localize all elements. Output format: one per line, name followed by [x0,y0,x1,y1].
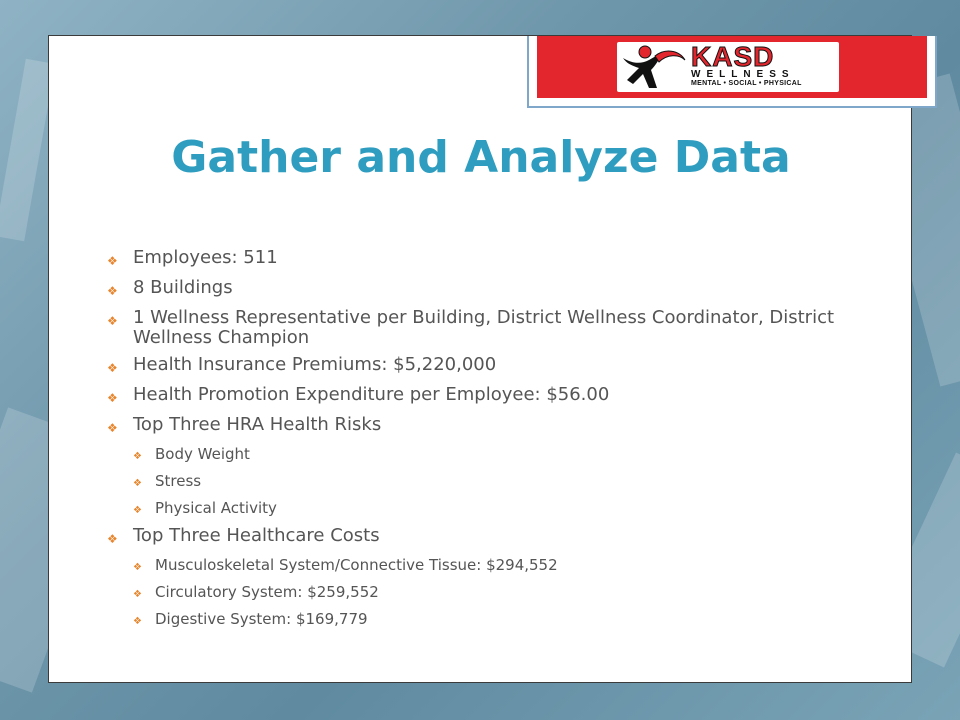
sub-bullet-item [107,610,867,631]
bullet-diamond-icon: ❖ [133,451,142,462]
bullet-diamond-icon: ❖ [133,562,142,573]
bullet-diamond-icon: ❖ [133,478,142,489]
bullet-diamond-icon: ❖ [107,532,118,546]
sub-bullet-item [107,556,867,577]
bullet-diamond-icon: ❖ [107,361,118,375]
sub-bullet-item [107,445,867,466]
bullet-text: Stress [155,472,202,490]
bullet-item [107,355,867,378]
bullet-diamond-icon: ❖ [107,391,118,405]
bullet-diamond-icon: ❖ [133,505,142,516]
bullet-diamond-icon: ❖ [133,589,142,600]
slide-title: Gather and Analyze Data [171,132,791,183]
sub-bullet-item [107,583,867,604]
sub-bullet-item [107,472,867,493]
bullet-diamond-icon: ❖ [107,421,118,435]
bullet-diamond-icon: ❖ [107,314,118,328]
logo-frame [527,36,937,108]
bullet-item [107,415,867,438]
logo-tagline-text: MENTAL • SOCIAL • PHYSICAL [691,80,802,87]
person-figure-icon [619,44,689,90]
bullet-diamond-icon: ❖ [133,616,142,627]
bullet-diamond-icon: ❖ [107,284,118,298]
bullet-text: Physical Activity [155,499,277,517]
bullet-text: Health Insurance Premiums: $5,220,000 [133,354,497,375]
bullet-text: 8 Buildings [133,277,233,298]
bullet-item [107,278,867,301]
bullet-text: Health Promotion Expenditure per Employee: $56.00 [133,384,610,405]
bullet-item [107,385,867,408]
bullet-item [107,526,867,549]
logo-brand-text: KASD [691,41,775,72]
bullet-text: Musculoskeletal System/Connective Tissue: $294,552 [155,556,558,574]
logo-subtitle-text: WELLNESS [691,69,795,80]
bullet-text: 1 Wellness Representative per Building, District Wellness Coordinator, District Wellness Champion [133,307,835,348]
bullet-item [107,308,867,348]
bullet-text: Employees: 511 [133,247,278,268]
sub-bullet-item [107,499,867,520]
slide-canvas [48,35,912,683]
bullet-item [107,248,867,271]
bullet-text: Body Weight [155,445,250,463]
bullet-list [107,248,867,637]
bullet-diamond-icon: ❖ [107,254,118,268]
bullet-text: Digestive System: $169,779 [155,610,368,628]
logo-banner [537,36,927,98]
bullet-text: Circulatory System: $259,552 [155,583,379,601]
bullet-text: Top Three Healthcare Costs [133,525,380,546]
bullet-text: Top Three HRA Health Risks [133,414,382,435]
kasd-wellness-logo [617,42,839,92]
